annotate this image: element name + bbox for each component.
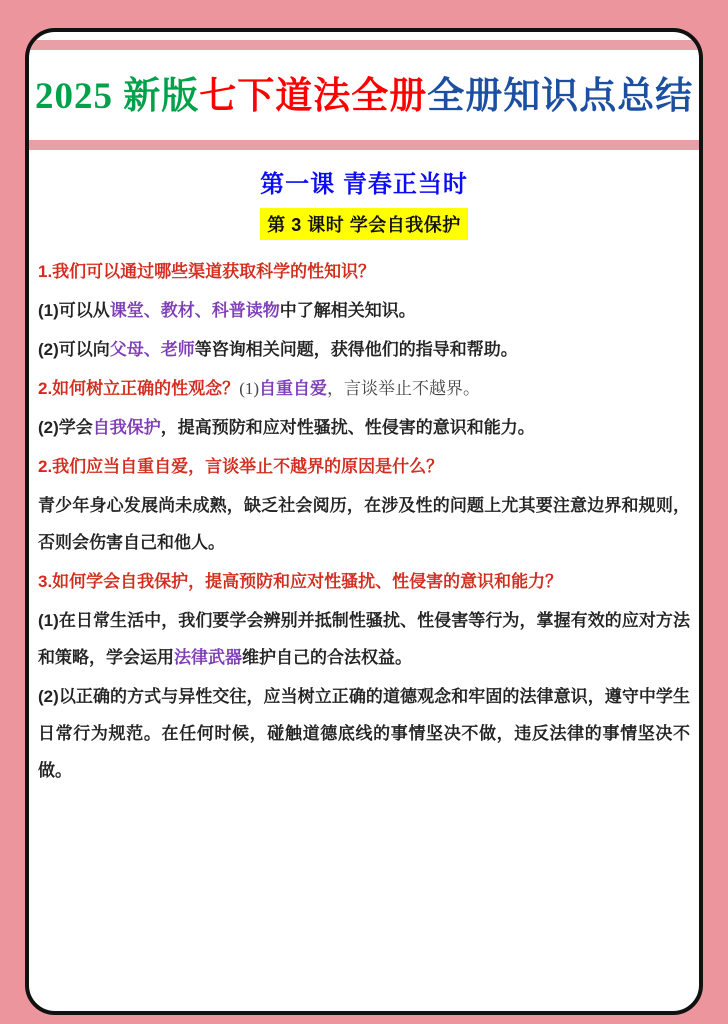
- text-run-body: 青少年身心发展尚未成熟，缺乏社会阅历，在涉及性的问题上尤其要注意边界和规则，否则会伤害自己和他人。: [38, 496, 690, 553]
- text-run-body: ，提高预防和应对性骚扰、性侵害的意识和能力。: [160, 418, 535, 438]
- title-segment: 全册知识点总结: [427, 76, 694, 117]
- text-run-body: (2)可以向: [38, 340, 110, 360]
- document-card: [25, 28, 703, 1015]
- text-run-question: 2.如何树立正确的性观念？: [38, 379, 240, 399]
- text-run-keyword: 法律武器: [174, 648, 242, 668]
- text-run-body: (2)学会: [38, 418, 93, 438]
- session-badge: 第 3 课时 学会自我保护: [260, 208, 468, 240]
- text-run-keyword: 父母、老师: [109, 340, 195, 360]
- paragraph: [38, 292, 690, 329]
- decorative-bar-bottom: [29, 140, 699, 150]
- text-run-body: (1)可以从: [38, 301, 110, 321]
- page-title: [35, 74, 693, 120]
- paragraph: [38, 602, 690, 676]
- text-run-note: ，言谈举止不越界。: [327, 379, 481, 399]
- paragraph: [38, 487, 690, 561]
- text-run-note: (1): [239, 379, 260, 399]
- text-run-body: (2)以正确的方式与异性交往，应当树立正确的道德观念和牢固的法律意识，遵守中学生日常行为规范。在任何时候，碰触道德底线的事情坚决不做，违反法律的事情坚决不做。: [38, 687, 690, 781]
- text-run-question: 1.我们可以通过哪些渠道获取科学的性知识？: [38, 262, 376, 282]
- paragraph: [38, 678, 690, 789]
- title-segment: 2025 新版: [35, 76, 200, 117]
- text-run-keyword: 自我保护: [92, 418, 161, 438]
- title-segment: 七下道法全册: [199, 76, 428, 117]
- text-run-body: 等咨询相关问题，获得他们的指导和帮助。: [194, 340, 518, 360]
- lesson-title: 第一课 青春正当时: [260, 171, 468, 199]
- text-run-keyword: 自重自爱: [259, 379, 328, 399]
- text-run-keyword: 课堂、教材、科普读物: [109, 301, 280, 321]
- text-run-question: 2.我们应当自重自爱，言谈举止不越界的原因是什么？: [38, 457, 444, 477]
- paragraph: [38, 331, 690, 368]
- text-run-body: (1)在日常生活中，我们要学会辨别并抵制性骚扰、性侵害等行为，掌握有效的应对方法和策略，学会运用: [38, 611, 690, 668]
- content: [29, 253, 699, 789]
- text-run-body: 中了解相关知识。: [279, 301, 416, 321]
- paragraph: [38, 253, 690, 290]
- decorative-bar-top: [29, 40, 699, 50]
- text-run-body: 维护自己的合法权益。: [242, 648, 412, 668]
- paragraph: [38, 409, 690, 446]
- paragraph: [38, 448, 690, 485]
- paragraph: [38, 370, 690, 407]
- paragraph: [38, 563, 690, 600]
- text-run-question: 3.如何学会自我保护，提高预防和应对性骚扰、性侵害的意识和能力？: [38, 572, 563, 592]
- session-badge-row: [29, 208, 699, 240]
